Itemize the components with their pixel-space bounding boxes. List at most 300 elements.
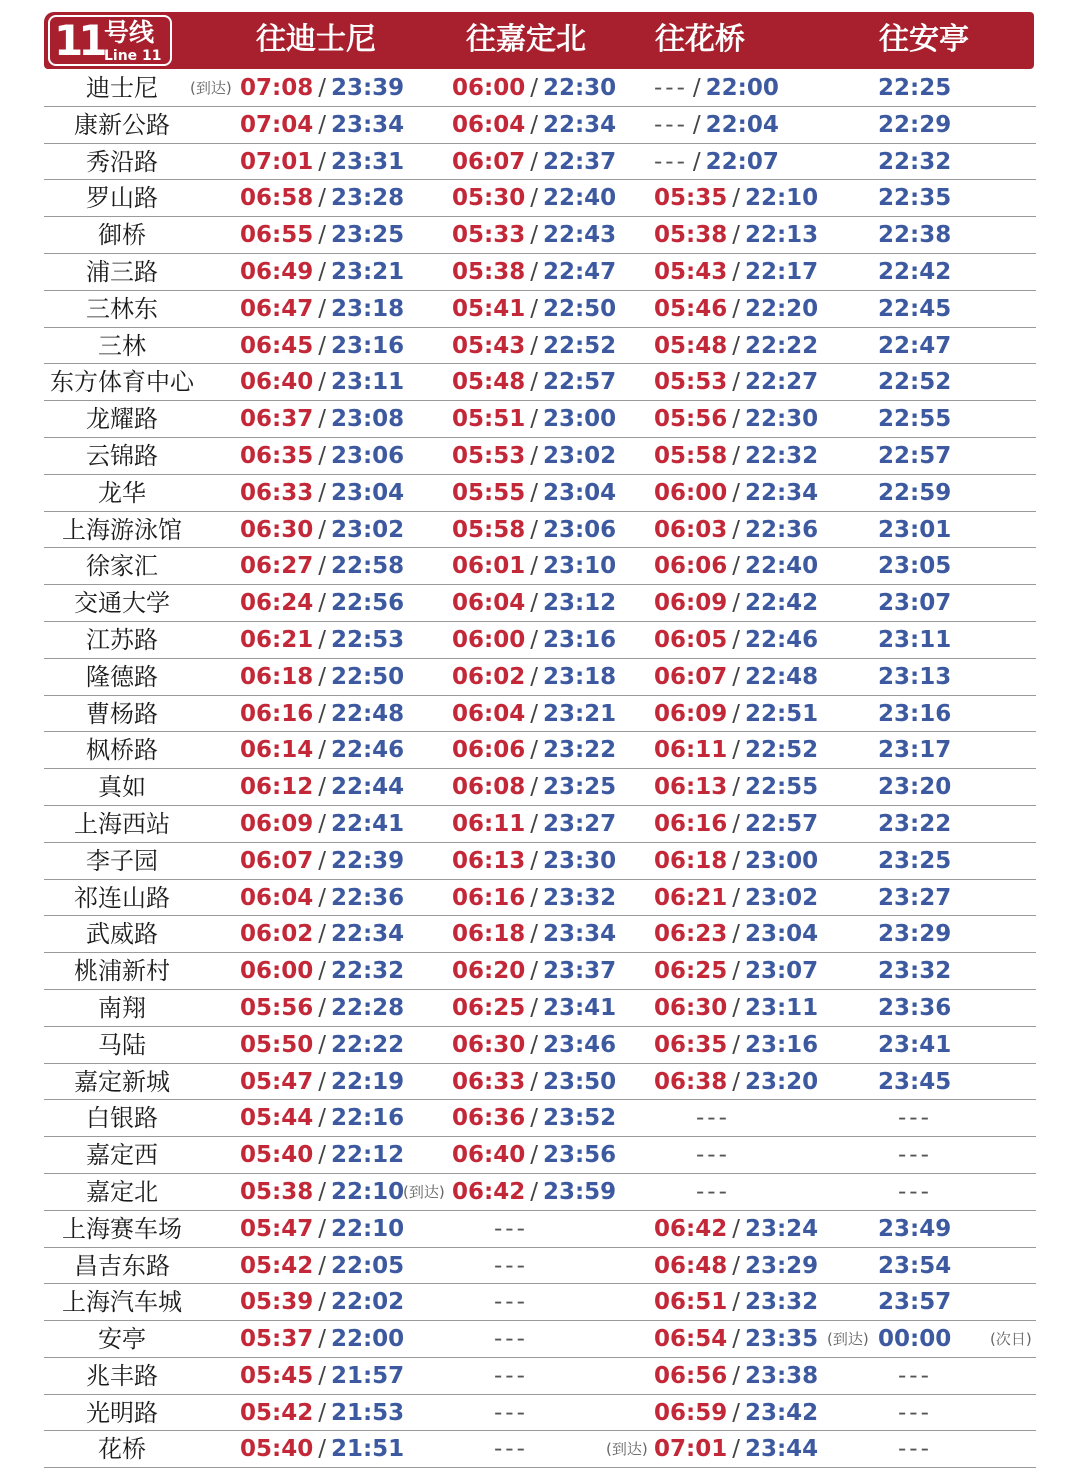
last-train-time: 22:55 — [878, 406, 952, 433]
last-train-time: 22:51 — [744, 700, 819, 727]
time-cell — [654, 585, 818, 621]
first-train-time: 06:42 — [654, 1215, 728, 1242]
time-cell — [878, 1284, 951, 1320]
last-train-time: 21:51 — [330, 1436, 405, 1463]
slash-separator: / — [530, 884, 538, 911]
time-cell — [654, 254, 818, 290]
time-cell — [878, 512, 951, 548]
last-train-time: 23:18 — [330, 295, 405, 322]
last-train-time: 23:27 — [542, 810, 617, 837]
table-row — [44, 1431, 1036, 1468]
station-name: 曹杨路 — [86, 699, 158, 728]
first-train-time: 06:14 — [240, 737, 314, 764]
arrival-note: (到达) — [403, 1182, 445, 1201]
time-cell — [452, 548, 616, 584]
slash-separator: / — [530, 442, 538, 469]
first-train-time: 05:38 — [240, 1178, 314, 1205]
time-cell — [452, 291, 616, 327]
first-train-time: 06:45 — [240, 332, 314, 359]
no-service: --- — [494, 1215, 528, 1242]
first-train-time: 06:27 — [240, 553, 314, 580]
last-train-time: 23:00 — [542, 406, 617, 433]
last-train-time: 22:35 — [878, 185, 952, 212]
time-cell — [452, 1174, 616, 1210]
time-cell — [452, 1027, 616, 1063]
last-train-time: 23:37 — [542, 958, 617, 985]
time-cell — [494, 1395, 528, 1431]
time-cell — [452, 217, 616, 253]
no-service: --- — [898, 1178, 932, 1205]
first-train-time: 06:56 — [654, 1362, 728, 1389]
time-cell — [452, 107, 616, 143]
direction-huaqiao: 往花桥 — [655, 22, 745, 57]
first-train-time: 05:35 — [654, 185, 728, 212]
slash-separator: / — [732, 332, 740, 359]
slash-separator: / — [732, 1362, 740, 1389]
slash-separator: / — [318, 479, 326, 506]
station-name: 花桥 — [98, 1435, 146, 1464]
first-train-time: 07:08 — [240, 75, 314, 101]
time-cell — [878, 401, 951, 437]
time-cell — [878, 548, 951, 584]
last-train-time: 22:40 — [744, 553, 819, 580]
time-cell — [240, 70, 404, 106]
first-train-time: 06:25 — [452, 994, 526, 1021]
slash-separator: / — [732, 185, 740, 212]
first-train-time: 06:16 — [240, 700, 314, 727]
first-train-time: 05:40 — [240, 1436, 314, 1463]
time-cell — [240, 806, 404, 842]
slash-separator: / — [732, 700, 740, 727]
time-cell — [452, 1137, 616, 1173]
last-train-time: 22:17 — [744, 258, 819, 285]
last-train-time: 22:34 — [744, 479, 819, 506]
time-cell — [654, 180, 818, 216]
slash-separator: / — [318, 442, 326, 469]
time-cell — [878, 916, 951, 952]
slash-separator: / — [692, 148, 701, 175]
last-train-time: 23:02 — [542, 442, 617, 469]
slash-separator: / — [318, 516, 326, 543]
time-cell — [898, 1395, 932, 1431]
slash-separator: / — [530, 369, 538, 396]
first-train-time: 06:25 — [654, 958, 728, 985]
slash-separator: / — [318, 921, 326, 948]
table-row — [44, 732, 1036, 769]
last-train-time: 22:04 — [705, 111, 779, 138]
first-train-time: 06:09 — [240, 810, 314, 837]
table-row — [44, 696, 1036, 733]
time-cell — [654, 769, 818, 805]
slash-separator: / — [732, 1215, 740, 1242]
time-cell — [494, 1358, 528, 1394]
slash-separator: / — [732, 663, 740, 690]
time-cell — [240, 1284, 404, 1320]
last-train-time: 22:37 — [542, 148, 617, 175]
last-train-time: 22:22 — [744, 332, 819, 359]
time-cell — [494, 1248, 528, 1284]
slash-separator: / — [318, 295, 326, 322]
time-cell — [240, 1064, 404, 1100]
station-name: 嘉定新城 — [74, 1067, 170, 1096]
first-train-time: 06:40 — [240, 369, 314, 396]
station-name: 真如 — [98, 773, 146, 802]
last-train-time: 22:22 — [330, 1031, 405, 1058]
last-train-time: 23:34 — [542, 921, 617, 948]
no-service: --- — [494, 1326, 528, 1353]
last-train-time: 22:28 — [330, 994, 405, 1021]
time-cell — [878, 953, 951, 989]
slash-separator: / — [318, 258, 326, 285]
last-train-time: 22:13 — [744, 222, 819, 249]
time-cell — [878, 475, 951, 511]
first-train-time: 06:08 — [452, 774, 526, 801]
time-cell — [898, 1431, 932, 1467]
first-train-time: 06:04 — [452, 700, 526, 727]
first-train-time: 05:41 — [452, 295, 526, 322]
last-train-time: 22:00 — [330, 1326, 405, 1353]
last-train-time: 23:11 — [330, 369, 405, 396]
table-row — [44, 70, 1036, 107]
first-train-time: 06:07 — [654, 663, 728, 690]
no-service: --- — [494, 1399, 528, 1426]
first-train-time: 06:38 — [654, 1068, 728, 1095]
last-train-time: 22:00 — [705, 75, 779, 101]
slash-separator: / — [732, 295, 740, 322]
first-train-time: 06:37 — [240, 406, 314, 433]
last-train-time: 22:07 — [705, 148, 779, 175]
last-train-time: 22:32 — [744, 442, 819, 469]
last-train-time: 22:50 — [542, 295, 617, 322]
time-cell — [654, 1358, 818, 1394]
time-cell — [240, 144, 404, 180]
time-cell — [240, 880, 404, 916]
no-service: --- — [494, 1252, 528, 1279]
time-cell — [240, 622, 404, 658]
table-row — [44, 1174, 1036, 1211]
last-train-time: 23:28 — [330, 185, 405, 212]
slash-separator: / — [732, 442, 740, 469]
slash-separator: / — [732, 774, 740, 801]
table-row — [44, 806, 1036, 843]
time-cell — [654, 696, 818, 732]
table-row — [44, 328, 1036, 365]
time-cell — [452, 254, 616, 290]
first-train-time: 05:43 — [654, 258, 728, 285]
first-train-time: 06:33 — [240, 479, 314, 506]
slash-separator: / — [732, 369, 740, 396]
time-cell — [654, 622, 818, 658]
slash-separator: / — [732, 222, 740, 249]
time-cell — [898, 1358, 932, 1394]
station-name: 光明路 — [86, 1398, 158, 1427]
first-train-time: 06:20 — [452, 958, 526, 985]
time-cell — [240, 475, 404, 511]
time-cell — [240, 438, 404, 474]
time-cell — [452, 438, 616, 474]
slash-separator: / — [318, 626, 326, 653]
slash-separator: / — [530, 590, 538, 617]
time-cell — [878, 438, 951, 474]
last-train-time: 23:56 — [542, 1142, 617, 1169]
last-train-time: 23:02 — [744, 884, 819, 911]
first-train-time: 07:01 — [240, 148, 314, 175]
last-train-time: 23:16 — [330, 332, 405, 359]
time-cell — [452, 806, 616, 842]
slash-separator: / — [318, 1105, 326, 1132]
station-name: 康新公路 — [74, 110, 170, 139]
station-name: 桃浦新村 — [74, 957, 170, 986]
time-cell — [452, 70, 616, 106]
time-cell — [494, 1321, 528, 1357]
first-train-time: 05:30 — [452, 185, 526, 212]
last-train-time: 22:38 — [878, 222, 952, 249]
last-train-time: 23:17 — [878, 737, 952, 764]
first-train-time: 06:30 — [452, 1031, 526, 1058]
slash-separator: / — [732, 1436, 740, 1463]
table-row — [44, 1358, 1036, 1395]
station-name: 枫桥路 — [86, 736, 158, 765]
last-train-time: 23:06 — [330, 442, 405, 469]
time-cell — [240, 1395, 404, 1431]
time-cell — [654, 438, 818, 474]
last-train-time: 23:36 — [878, 994, 952, 1021]
first-train-time: 05:38 — [654, 222, 728, 249]
last-train-time: 23:32 — [744, 1289, 819, 1316]
time-cell — [452, 328, 616, 364]
slash-separator: / — [318, 994, 326, 1021]
first-train-time: 06:36 — [452, 1105, 526, 1132]
last-train-time: 22:36 — [330, 884, 405, 911]
last-train-time: 22:39 — [330, 847, 405, 874]
arrival-note: (到达) — [827, 1330, 869, 1349]
station-name: 上海汽车城 — [62, 1288, 182, 1317]
slash-separator: / — [318, 774, 326, 801]
slash-separator: / — [530, 185, 538, 212]
last-train-time: 22:34 — [330, 921, 405, 948]
slash-separator: / — [732, 626, 740, 653]
last-train-time: 23:13 — [878, 663, 952, 690]
first-train-time: 06:02 — [452, 663, 526, 690]
slash-separator: / — [318, 1068, 326, 1095]
last-train-time: 23:07 — [878, 590, 952, 617]
slash-separator: / — [318, 958, 326, 985]
last-train-time: 23:07 — [744, 958, 819, 985]
slash-separator: / — [318, 884, 326, 911]
slash-separator: / — [318, 1436, 326, 1463]
time-cell — [654, 1248, 818, 1284]
time-cell — [878, 364, 951, 400]
last-train-time: 23:06 — [542, 516, 617, 543]
first-train-time: 05:51 — [452, 406, 526, 433]
last-train-time: 22:16 — [330, 1105, 405, 1132]
slash-separator: / — [530, 332, 538, 359]
last-train-time: 23:29 — [744, 1252, 819, 1279]
time-cell — [654, 953, 818, 989]
last-train-time: 23:54 — [878, 1252, 952, 1279]
first-train-time: 06:07 — [240, 847, 314, 874]
slash-separator: / — [318, 1362, 326, 1389]
last-train-time: 23:21 — [330, 258, 405, 285]
last-train-time: 23:50 — [542, 1068, 617, 1095]
slash-separator: / — [732, 1326, 740, 1353]
last-train-time: 22:46 — [744, 626, 819, 653]
last-train-time: 23:27 — [878, 884, 952, 911]
time-cell — [240, 328, 404, 364]
last-train-time: 22:10 — [744, 185, 819, 212]
last-train-time: 22:43 — [542, 222, 617, 249]
last-train-time: 22:02 — [330, 1289, 405, 1316]
first-train-time: 06:00 — [452, 75, 526, 101]
last-train-time: 23:41 — [542, 994, 617, 1021]
slash-separator: / — [318, 1399, 326, 1426]
slash-separator: / — [318, 737, 326, 764]
last-train-time: 23:05 — [878, 553, 952, 580]
first-train-time: 06:18 — [452, 921, 526, 948]
table-row — [44, 548, 1036, 585]
time-cell — [654, 806, 818, 842]
time-cell — [452, 144, 616, 180]
last-train-time: 22:48 — [330, 700, 405, 727]
last-train-time: 23:35 — [744, 1326, 819, 1353]
time-cell — [240, 1321, 404, 1357]
direction-jiading-north: 往嘉定北 — [466, 22, 586, 57]
first-train-time: 05:56 — [240, 994, 314, 1021]
first-train-time: 06:02 — [240, 921, 314, 948]
time-cell — [240, 180, 404, 216]
slash-separator: / — [530, 516, 538, 543]
first-train-time: 06:49 — [240, 258, 314, 285]
time-cell — [654, 217, 818, 253]
last-train-time: 00:00 — [878, 1326, 952, 1353]
station-name: 徐家汇 — [86, 552, 158, 581]
time-cell — [240, 916, 404, 952]
time-cell — [240, 990, 404, 1026]
slash-separator: / — [732, 516, 740, 543]
time-cell — [494, 1211, 528, 1247]
last-train-time: 21:57 — [330, 1362, 405, 1389]
last-train-time: 22:32 — [878, 148, 952, 175]
slash-separator: / — [318, 369, 326, 396]
direction-anting: 往安亭 — [879, 22, 969, 57]
time-cell — [878, 622, 951, 658]
no-service: --- — [494, 1362, 528, 1389]
station-name: 李子园 — [86, 846, 158, 875]
first-train-time: 06:07 — [452, 148, 526, 175]
no-service: --- — [898, 1105, 932, 1132]
direction-disneyland: 往迪士尼 — [256, 22, 376, 57]
time-cell — [452, 880, 616, 916]
table-row — [44, 1027, 1036, 1064]
time-cell — [240, 1027, 404, 1063]
first-train-time: 07:01 — [654, 1436, 728, 1463]
table-row — [44, 144, 1036, 181]
slash-separator: / — [732, 810, 740, 837]
time-cell — [878, 806, 951, 842]
time-cell — [494, 1284, 528, 1320]
first-train-time: 06:18 — [240, 663, 314, 690]
time-cell — [654, 1321, 818, 1357]
slash-separator: / — [318, 1142, 326, 1169]
last-train-time: 22:56 — [330, 590, 405, 617]
time-cell — [452, 401, 616, 437]
first-train-time: 06:13 — [452, 847, 526, 874]
time-cell — [654, 364, 818, 400]
station-name: 白银路 — [86, 1104, 158, 1133]
table-row — [44, 217, 1036, 254]
station-name: 上海赛车场 — [62, 1214, 182, 1243]
slash-separator: / — [318, 1178, 326, 1205]
station-name: 秀沿路 — [86, 147, 158, 176]
no-service: --- — [898, 1362, 932, 1389]
station-name: 龙华 — [98, 478, 146, 507]
time-cell — [654, 548, 818, 584]
time-cell — [878, 990, 951, 1026]
first-train-time: 05:58 — [654, 442, 728, 469]
time-cell — [240, 696, 404, 732]
slash-separator: / — [530, 1178, 538, 1205]
slash-separator: / — [530, 921, 538, 948]
station-name: 嘉定西 — [86, 1141, 158, 1170]
time-cell — [240, 512, 404, 548]
last-train-time: 22:52 — [744, 737, 819, 764]
time-cell — [240, 732, 404, 768]
table-row — [44, 990, 1036, 1027]
table-row — [44, 1100, 1036, 1137]
last-train-time: 22:42 — [878, 258, 952, 285]
last-train-time: 23:22 — [542, 737, 617, 764]
table-row — [44, 585, 1036, 622]
first-train-time: 05:44 — [240, 1105, 314, 1132]
time-cell — [452, 475, 616, 511]
first-train-time: 05:40 — [240, 1142, 314, 1169]
table-row — [44, 180, 1036, 217]
first-train-time: 05:56 — [654, 406, 728, 433]
last-train-time: 23:20 — [744, 1068, 819, 1095]
first-train-time: 05:55 — [452, 479, 526, 506]
time-cell — [240, 1248, 404, 1284]
slash-separator: / — [732, 958, 740, 985]
time-cell — [452, 180, 616, 216]
slash-separator: / — [318, 663, 326, 690]
slash-separator: / — [318, 1252, 326, 1279]
station-name: 安亭 — [98, 1325, 146, 1354]
time-cell — [240, 254, 404, 290]
last-train-time: 23:59 — [542, 1178, 617, 1205]
last-train-time: 22:53 — [330, 626, 405, 653]
first-train-time: 05:48 — [452, 369, 526, 396]
table-row — [44, 659, 1036, 696]
slash-separator: / — [530, 222, 538, 249]
first-train-time: 06:00 — [452, 626, 526, 653]
first-train-time: 05:47 — [240, 1068, 314, 1095]
table-row — [44, 1321, 1036, 1358]
last-train-time: 22:36 — [744, 516, 819, 543]
first-train-time: 06:47 — [240, 295, 314, 322]
slash-separator: / — [318, 148, 326, 175]
first-train-time: 06:04 — [240, 884, 314, 911]
slash-separator: / — [318, 590, 326, 617]
last-train-time: 23:16 — [878, 700, 952, 727]
last-train-time: 23:04 — [330, 479, 405, 506]
first-train-time: 06:16 — [654, 810, 728, 837]
last-train-time: 22:57 — [542, 369, 617, 396]
station-name: 东方体育中心 — [50, 368, 194, 397]
time-cell — [878, 732, 951, 768]
first-train-time: 06:06 — [452, 737, 526, 764]
first-train-time: 05:58 — [452, 516, 526, 543]
first-train-time: 06:24 — [240, 590, 314, 617]
